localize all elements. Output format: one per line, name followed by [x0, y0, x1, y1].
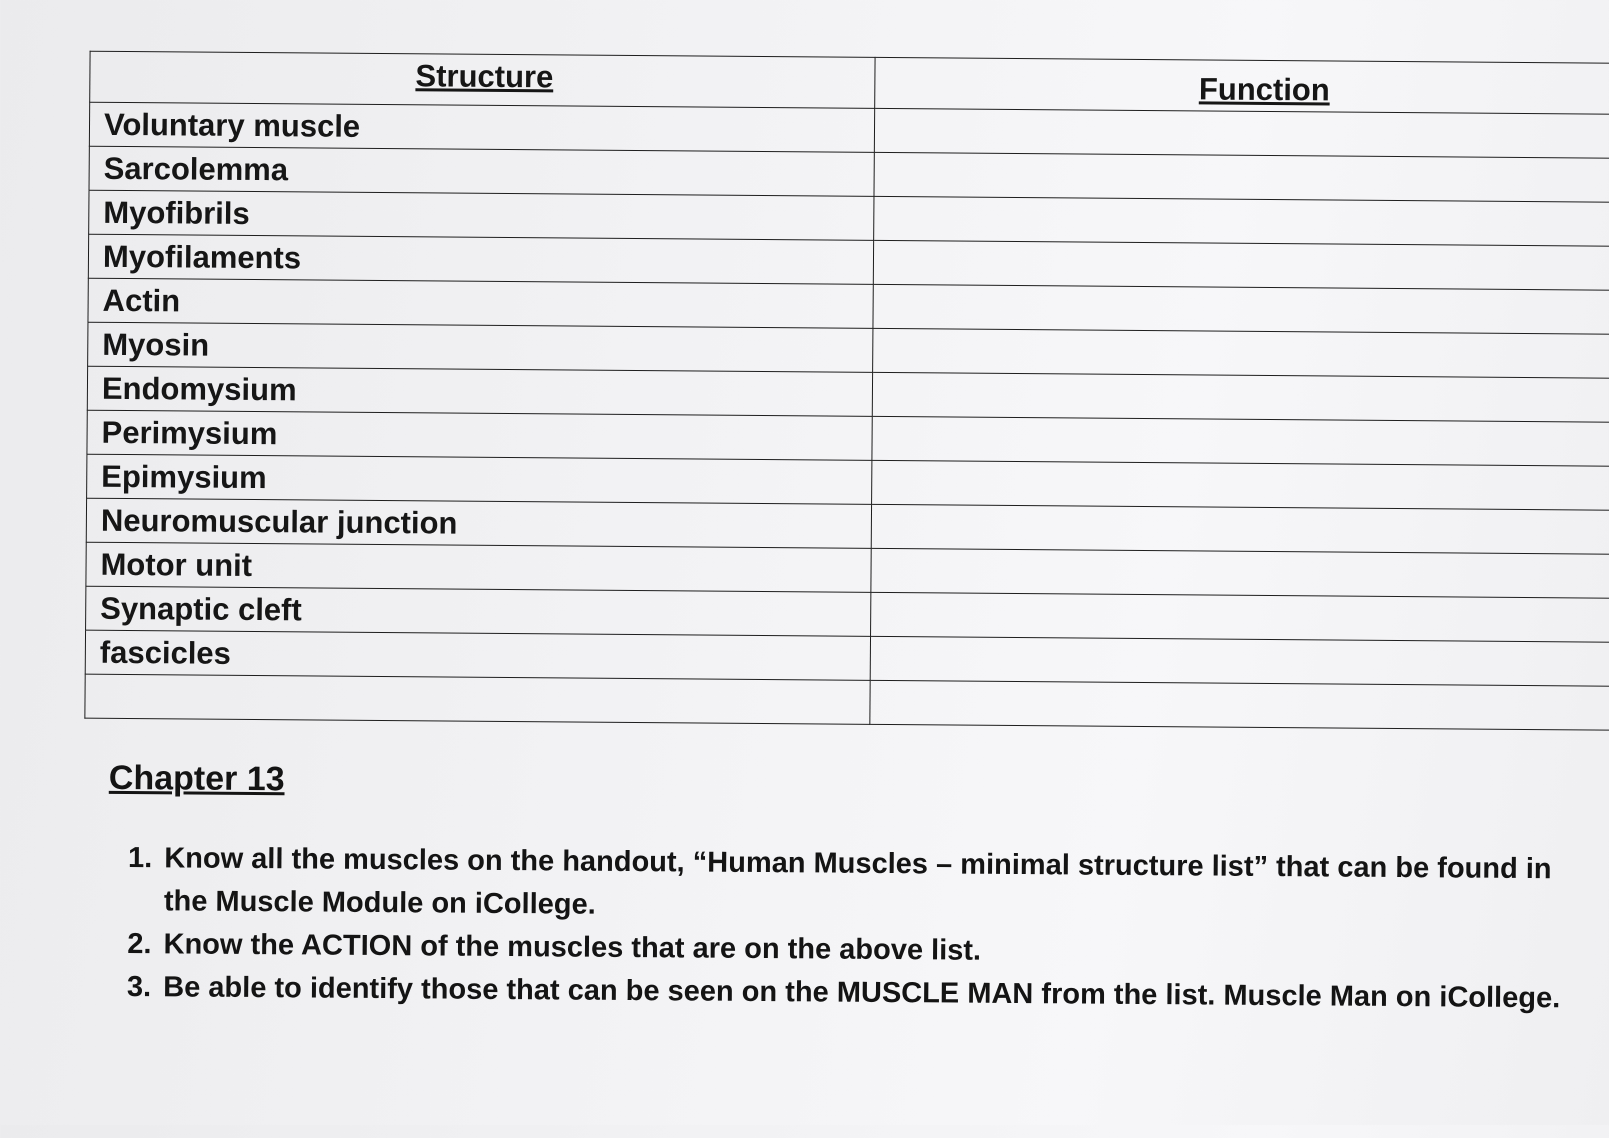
function-cell [872, 372, 1609, 422]
structure-cell: Myosin [88, 322, 873, 372]
structure-cell: Motor unit [86, 542, 871, 592]
function-cell [870, 680, 1609, 730]
function-column-header: Function [875, 57, 1609, 114]
list-item: 1. Know all the muscles on the handout, “Human Muscles – minimal structure list” that can be found in the Muscle Module on iCollege. [160, 837, 1591, 934]
function-cell [872, 460, 1609, 510]
function-cell [871, 548, 1609, 598]
structure-cell: Actin [88, 278, 873, 328]
function-cell [873, 240, 1609, 290]
structure-cell: Neuromuscular junction [86, 498, 871, 548]
structure-cell: Synaptic cleft [86, 586, 871, 636]
function-cell [874, 108, 1609, 158]
structure-function-table [84, 51, 1609, 731]
function-cell [872, 416, 1609, 466]
structure-cell: Epimysium [87, 454, 872, 504]
structure-cell: Voluntary muscle [89, 102, 874, 152]
list-item: 2. Know the ACTION of the muscles that are on the above list. [159, 923, 1589, 977]
structure-column-header: Structure [90, 51, 875, 108]
structure-cell: Sarcolemma [89, 146, 874, 196]
structure-cell: Myofibrils [89, 190, 874, 240]
function-cell [874, 152, 1609, 202]
chapter-instructions-list [107, 837, 1590, 1021]
function-cell [873, 284, 1609, 334]
list-item: 3. Be able to identify those that can be seen on the MUSCLE MAN from the list. Muscle Man on iCollege. [159, 966, 1589, 1020]
structure-cell: Endomysium [87, 366, 872, 416]
function-cell [871, 504, 1609, 554]
structure-cell: fascicles [85, 630, 870, 680]
structure-cell: Myofilaments [88, 234, 873, 284]
structure-cell [85, 674, 870, 724]
chapter-title: Chapter 13 [108, 758, 285, 799]
structure-cell: Perimysium [87, 410, 872, 460]
function-cell [870, 636, 1609, 686]
function-cell [874, 196, 1609, 246]
function-cell [871, 592, 1609, 642]
function-cell [873, 328, 1609, 378]
